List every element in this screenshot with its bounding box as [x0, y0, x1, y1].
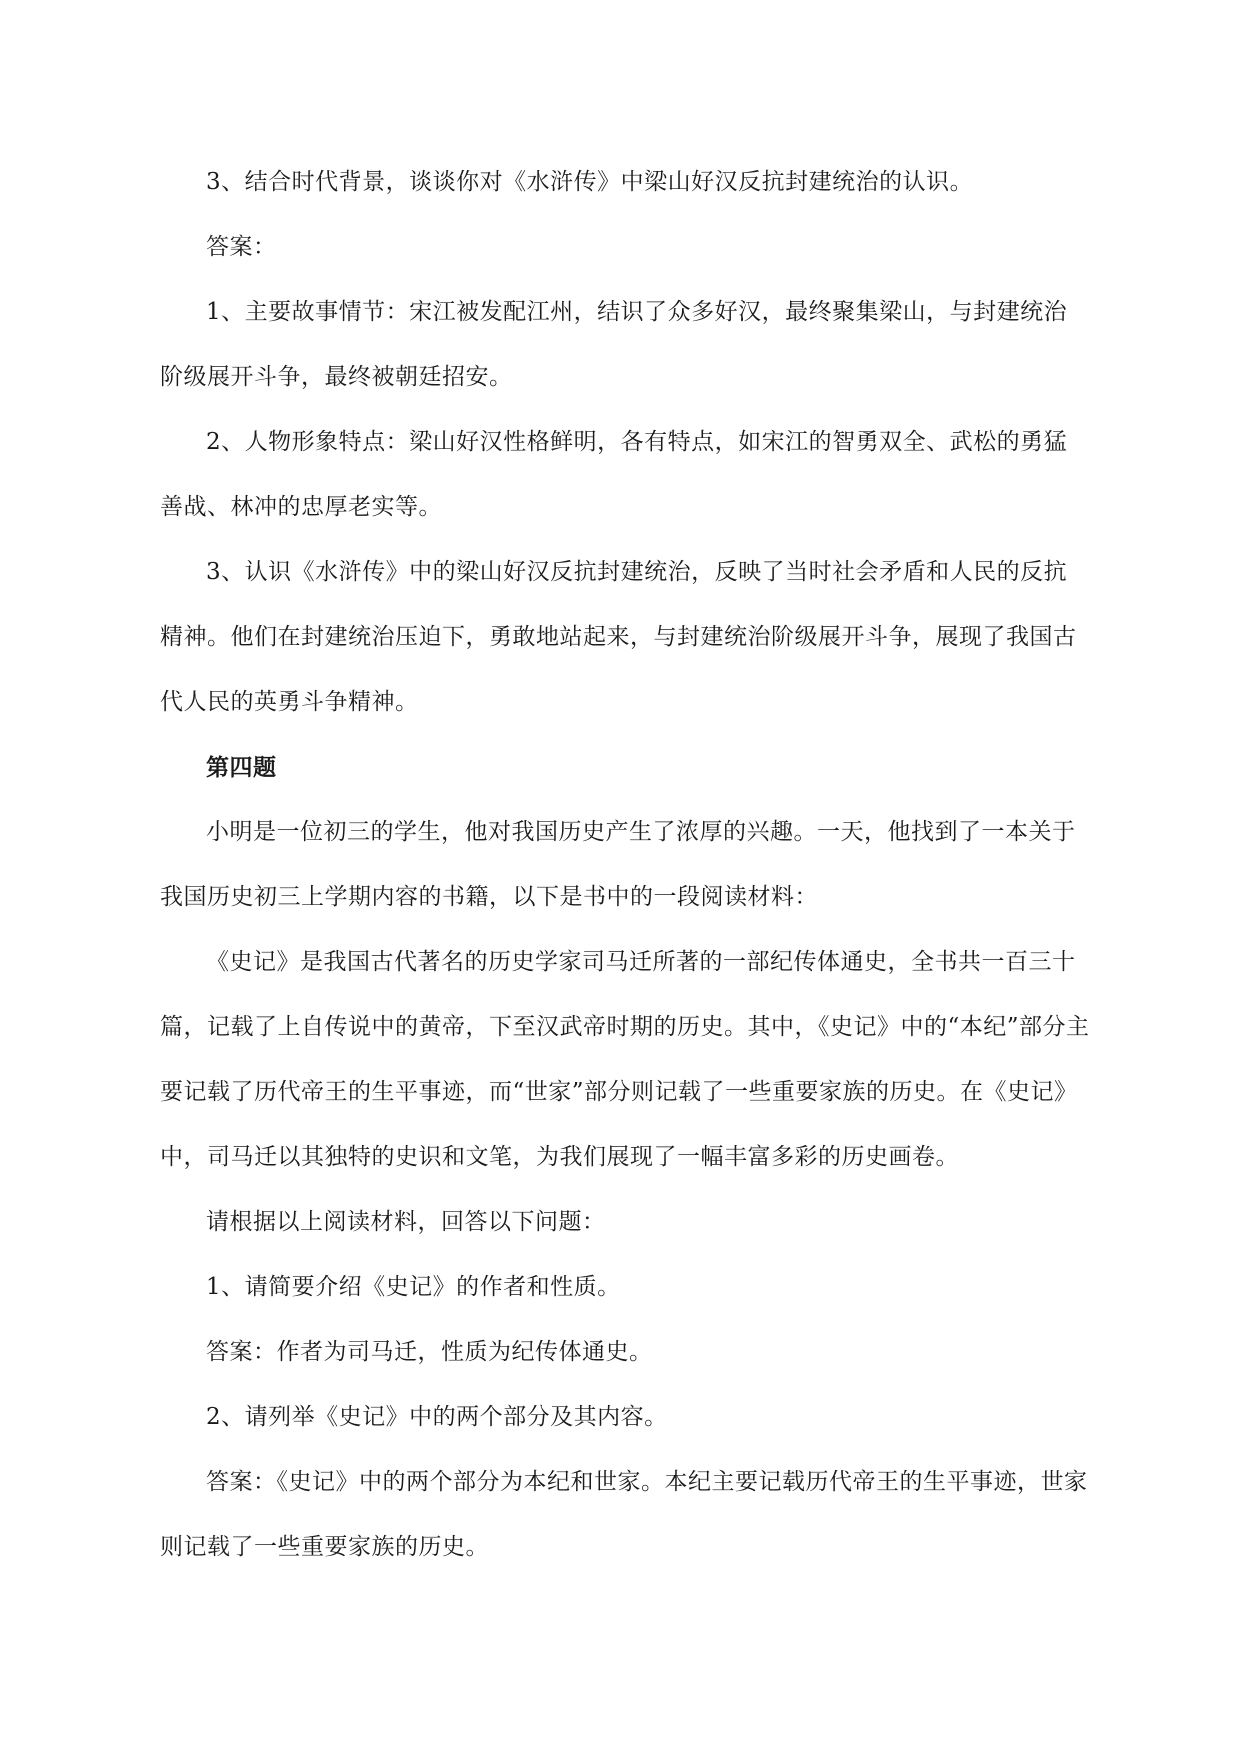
reading-material: 《史记》是我国古代著名的历史学家司马迁所著的一部纪传体通史，全书共一百三十篇，记载了上自传说中的黄帝，下至汉武帝时期的历史。其中，《史记》中的“本纪”部分主要记载了历代帝王的生平事迹，而“世家”部分则记载了一些重要家族的历史。在《史记》中，司马迁以其独特的史识和文笔，为我们展现了一幅丰富多彩的历史画卷。 [160, 949, 1090, 1170]
instruction: 请根据以上阅读材料，回答以下问题： [206, 1209, 606, 1235]
section-heading-4: 第四题 [206, 754, 277, 781]
answer-3: 3、认识《水浒传》中的梁山好汉反抗封建统治，反映了当时社会矛盾和人民的反抗精神。他们在封建统治压迫下，勇敢地站起来，与封建统治阶级展开斗争，展现了我国古代人民的英勇斗争精神。 [160, 559, 1077, 715]
sub-answer-1: 答案：作者为司马迁，性质为纪传体通史。 [206, 1339, 653, 1365]
question-3: 3、结合时代背景，谈谈你对《水浒传》中梁山好汉反抗封建统治的认识。 [206, 169, 974, 195]
sub-question-1: 1、请简要介绍《史记》的作者和性质。 [206, 1274, 621, 1300]
answer-label: 答案： [206, 234, 277, 260]
intro-paragraph: 小明是一位初三的学生，他对我国历史产生了浓厚的兴趣。一天，他找到了一本关于我国历史初三上学期内容的书籍，以下是书中的一段阅读材料： [160, 819, 1076, 910]
answer-1: 1、主要故事情节：宋江被发配江州，结识了众多好汉，最终聚集梁山，与封建统治阶级展开斗争，最终被朝廷招安。 [160, 299, 1068, 390]
answer-2: 2、人物形象特点：梁山好汉性格鲜明，各有特点，如宋江的智勇双全、武松的勇猛善战、林冲的忠厚老实等。 [160, 429, 1068, 520]
sub-answer-2: 答案：《史记》中的两个部分为本纪和世家。本纪主要记载历代帝王的生平事迹，世家则记载了一些重要家族的历史。 [160, 1469, 1088, 1560]
sub-question-2: 2、请列举《史记》中的两个部分及其内容。 [206, 1404, 668, 1430]
document-body [160, 150, 1090, 1580]
